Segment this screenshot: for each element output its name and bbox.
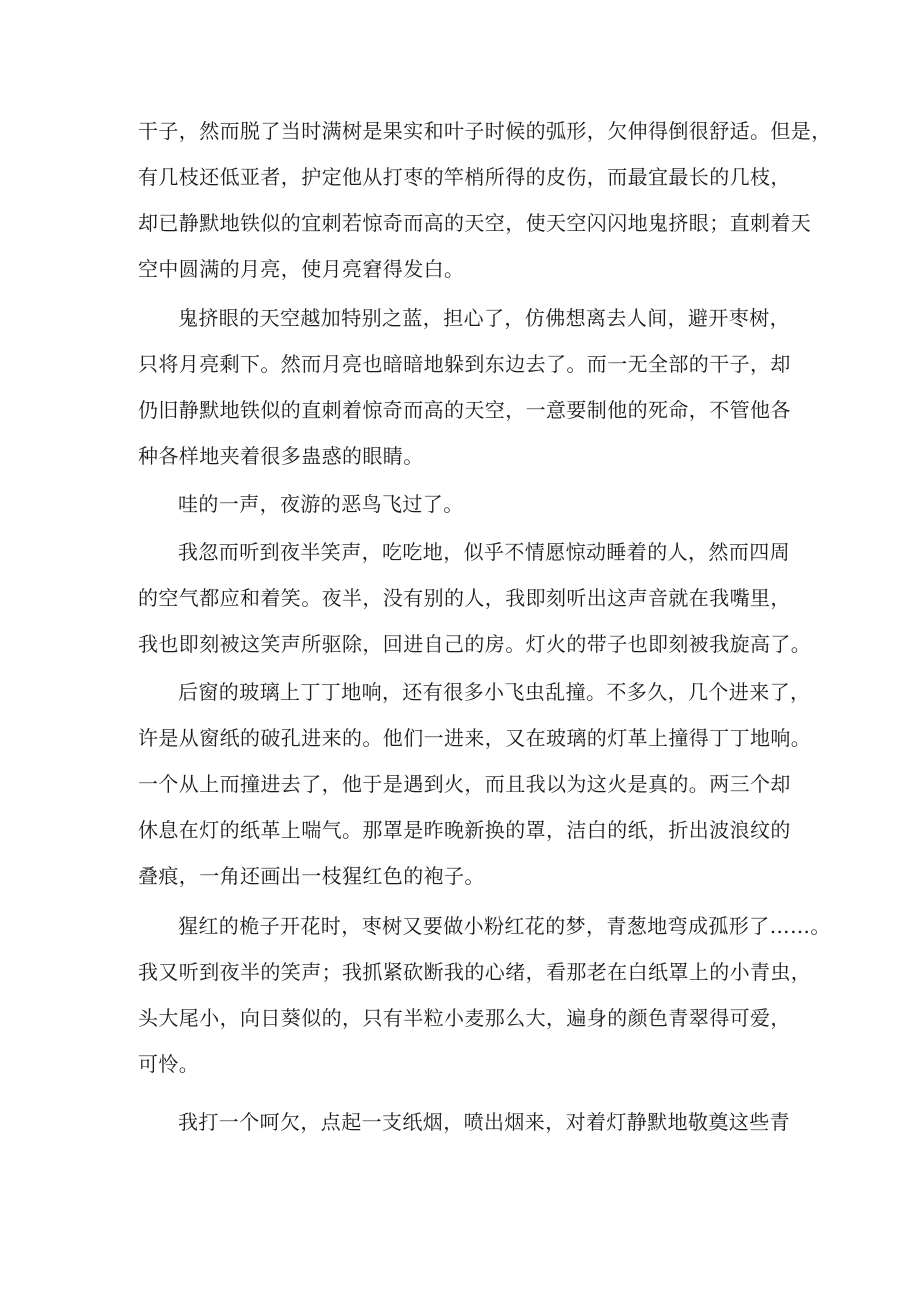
text-line: 我打一个呵欠，点起一支纸烟，喷出烟来，对着灯静默地敬奠这些青 <box>178 1110 790 1134</box>
text-line: 干子，然而脱了当时满树是果实和叶子时候的弧形，欠伸得倒很舒适。但是， <box>138 119 832 143</box>
text-line: 哇的一声，夜游的恶鸟飞过了。 <box>178 492 464 516</box>
text-line: 猩红的桅子开花时，枣树又要做小粉红花的梦，青葱地弯成孤形了……。 <box>178 914 831 938</box>
text-line: 只将月亮剩下。然而月亮也暗暗地躲到东边去了。而一无全部的干子，却 <box>138 352 791 376</box>
text-line: 鬼挤眼的天空越加特别之蓝，担心了，仿佛想离去人间，避开枣树， <box>178 306 790 330</box>
text-line: 我也即刻被这笑声所驱除，回进自己的房。灯火的带子也即刻被我旋高了。 <box>138 632 812 656</box>
text-line: 种各样地夹着很多蛊惑的眼睛。 <box>138 444 424 468</box>
text-line: 许是从窗纸的破孔进来的。他们一进来，又在玻璃的灯革上撞得丁丁地响。 <box>138 726 812 750</box>
text-line: 有几枝还低亚者，护定他从打枣的竿梢所得的皮伤，而最宜最长的几枝， <box>138 165 791 189</box>
text-line: 的空气都应和着笑。夜半，没有别的人，我即刻听出这声音就在我嘴里， <box>138 586 791 610</box>
text-line: 可怜。 <box>138 1052 200 1076</box>
text-line: 头大尾小，向日葵似的，只有半粒小麦那么大，遍身的颜色青翠得可爱， <box>138 1006 791 1030</box>
text-line: 后窗的玻璃上丁丁地响，还有很多小飞虫乱撞。不多久，几个进来了， <box>178 680 811 704</box>
text-line: 空中圆满的月亮，使月亮窘得发白。 <box>138 257 465 281</box>
text-line: 我又听到夜半的笑声；我抓紧砍断我的心绪，看那老在白纸罩上的小青虫， <box>138 960 812 984</box>
text-line: 休息在灯的纸革上喘气。那罩是昨晚新换的罩，洁白的纸，折出波浪纹的 <box>138 818 791 842</box>
text-line: 叠痕，一角还画出一枝猩红色的袍子。 <box>138 864 485 888</box>
text-line: 我忽而听到夜半笑声，吃吃地，似乎不情愿惊动睡着的人，然而四周 <box>178 540 790 564</box>
text-line: 却已静默地铁似的宜刺若惊奇而高的天空，使天空闪闪地鬼挤眼；直刺着天 <box>138 211 812 235</box>
text-line: 仍旧静默地铁似的直刺着惊奇而高的天空，一意要制他的死命，不管他各 <box>138 398 791 422</box>
text-line: 一个从上而撞进去了，他于是遇到火，而且我以为这火是真的。两三个却 <box>138 772 791 796</box>
